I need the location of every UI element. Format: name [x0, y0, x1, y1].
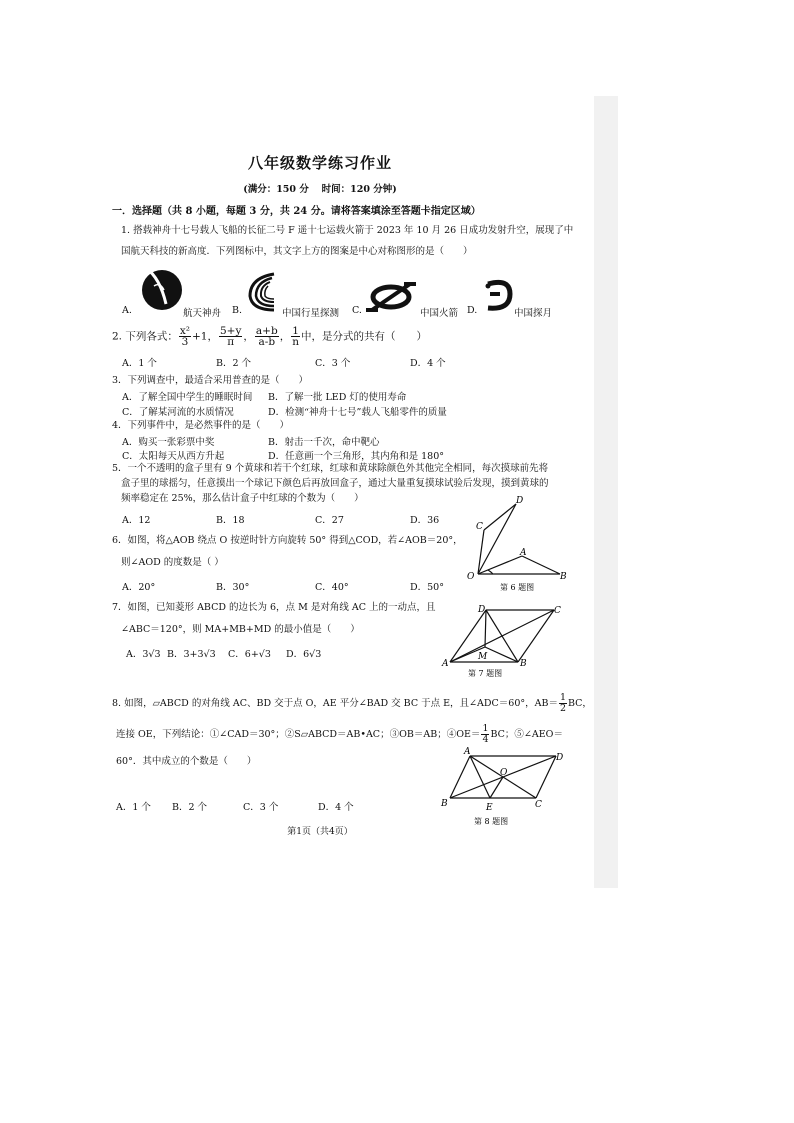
section-heading: 一．选择题（共 8 小题，每题 3 分，共 24 分。请将答案填涂至答题卡指定区域）	[112, 206, 481, 217]
q2-suffix: 中，是分式的共有（ ）	[300, 330, 427, 343]
q8-bc-text: BC，	[568, 698, 592, 709]
page-title: 八年级数学练习作业	[247, 154, 392, 172]
q8-oe-text: OE＝	[456, 729, 481, 740]
q7-label-m: M	[478, 652, 488, 662]
q8-bc2-text: BC；⑤∠AEO＝	[490, 729, 563, 740]
q7-label-d: D	[478, 605, 486, 615]
q2-f2-num: 5+y	[219, 325, 242, 337]
q8-label-c: C	[535, 800, 542, 810]
q6-label-d: D	[516, 496, 524, 506]
q8-label-a: A	[464, 747, 471, 757]
q8-label-b: B	[441, 799, 448, 809]
q1-option-b-label: 中国行星探测	[282, 308, 340, 319]
q5-option-d: D．36	[410, 515, 440, 526]
q4-stem: 4．下列事件中，是必然事件的是（ ）	[112, 420, 290, 431]
q8-line3: 60°．其中成立的个数是（ ）	[116, 756, 257, 767]
q4-option-c: C．太阳每天从西方升起	[122, 451, 225, 462]
shenzhou-logo-icon	[138, 264, 186, 312]
planet-exploration-logo-icon	[244, 270, 284, 314]
q2-fraction-1	[179, 326, 191, 347]
q8-option-b: B．2 个	[172, 802, 208, 813]
rocket-logo-icon	[364, 280, 418, 314]
q3-option-b: B．了解一批 LED 灯的使用寿命	[268, 392, 407, 403]
q1-option-b-letter: B.	[232, 305, 243, 316]
q2-option-c: C．3 个	[315, 358, 351, 369]
q1-option-a-letter: A.	[122, 305, 132, 316]
page-number: 第1页（共4页）	[287, 827, 353, 837]
q7-figure	[440, 600, 566, 680]
q2-prefix: 2. 下列各式：	[112, 330, 178, 343]
q6-caption: 第 6 题图	[500, 583, 535, 592]
q8-line1-text: 8. 如图，▱ABCD 的对角线 AC、BD 交于点 O，AE 平分∠BAD 交 BC 于点 E，且∠ADC＝60°，	[112, 698, 535, 709]
q8-quarter-fraction	[481, 724, 489, 745]
q6-option-d: D．50°	[410, 582, 444, 593]
q6-line2: 则∠AOD 的度数是（ ）	[121, 557, 224, 568]
q8-ab-text: AB＝	[534, 698, 558, 709]
q8-figure	[436, 744, 570, 828]
q2-option-a: A．1 个	[122, 358, 157, 369]
q7-caption: 第 7 题图	[468, 669, 503, 678]
q8-label-e: E	[486, 803, 493, 813]
q8-half-num: 1	[559, 692, 566, 703]
q7-label-b: B	[520, 659, 527, 669]
q3-stem: 3．下列调查中，最适合采用普查的是（ ）	[112, 375, 309, 386]
q6-label-c: C	[476, 522, 483, 532]
q8-label-d: D	[556, 753, 564, 763]
q8-half-den: 2	[559, 703, 566, 714]
q8-option-c: C．3 个	[243, 802, 279, 813]
q8-option-d: D．4 个	[318, 802, 354, 813]
q6-label-o: O	[467, 572, 475, 582]
q4-option-a: A．购买一张彩票中奖	[122, 437, 215, 448]
q2-f4-num: 1	[292, 325, 299, 337]
q4-option-b: B．射击一千次，命中靶心	[268, 437, 380, 448]
q7-option-a: A．3√3	[126, 649, 161, 660]
q3-option-a: A．了解全国中学生的睡眠时间	[122, 392, 253, 403]
q5-option-c: C．27	[315, 515, 344, 526]
q2-f1-tail: +1，	[192, 330, 218, 343]
q7-line2: ∠ABC＝120°，则 MA+MB+MD 的最小值是（ ）	[121, 624, 360, 635]
q6-label-b: B	[560, 572, 567, 582]
q1-option-c-label: 中国火箭	[420, 308, 459, 319]
q1-option-d-letter: D.	[467, 305, 478, 316]
q5-line2: 盒子里的球摇匀，任意摸出一个球记下颜色后再放回盒子，通过大量重复摸球试验后发现，摸到黄球的	[121, 478, 549, 489]
q2-fraction-3	[255, 326, 279, 347]
q1-option-c-letter: C.	[352, 305, 362, 316]
q8-quarter-num: 1	[482, 723, 489, 734]
q5-option-b: B．18	[216, 515, 245, 526]
q6-option-b: B．30°	[216, 582, 250, 593]
lunar-exploration-logo-icon	[480, 276, 516, 314]
q2-f1-num: x²	[179, 325, 190, 337]
q2-option-b: B．2 个	[216, 358, 252, 369]
q5-line3: 频率稳定在 25%，那么估计盒子中红球的个数为（ ）	[121, 493, 364, 504]
q2-f2-den: π	[227, 336, 235, 348]
q2-fraction-2	[219, 326, 242, 347]
q2-f3-num: a+b	[255, 325, 278, 337]
page-subtitle: (满分：150 分 时间：120 分钟)	[243, 184, 397, 195]
q4-option-d: D．任意画一个三角形，其内角和是 180°	[268, 451, 445, 462]
q6-option-c: C．40°	[315, 582, 349, 593]
q7-option-d: D．6√3	[286, 649, 322, 660]
q2-stem	[112, 326, 427, 347]
q2-sep3: ，	[279, 330, 291, 343]
right-margin-bar	[594, 96, 618, 888]
q8-line2	[116, 724, 563, 745]
q8-line2-text: 连接 OE，下列结论：①∠CAD＝30°；②S▱ABCD＝AB•AC；③OB＝AB；④	[116, 729, 457, 740]
q6-line1: 6．如图，将△AOB 绕点 O 按逆时针方向旋转 50° 得到△COD，若∠AOB＝20°，	[112, 535, 463, 546]
q1-line2: 国航天科技的新高度．下列图标中，其文字上方的图案是中心对称图形的是（ ）	[121, 246, 473, 257]
q2-fraction-4	[291, 326, 300, 347]
q3-option-c: C．了解某河流的水质情况	[122, 407, 234, 418]
q8-option-a: A．1 个	[116, 802, 151, 813]
q6-option-a: A．20°	[122, 582, 156, 593]
q1-line1: 1. 搭载神舟十七号载人飞船的长征二号 F 遥十七运载火箭于 2023 年 10 月 26 日成功发射升空，展现了中	[121, 225, 574, 236]
q7-line1: 7．如图，已知菱形 ABCD 的边长为 6，点 M 是对角线 AC 上的一动点，且	[112, 602, 436, 613]
q2-f4-den: n	[292, 336, 299, 348]
q8-label-o: O	[500, 768, 508, 778]
q2-option-d: D．4 个	[410, 358, 446, 369]
q8-half-fraction	[559, 693, 567, 714]
q7-label-a: A	[442, 659, 449, 669]
q1-option-a-label: 航天神舟	[183, 308, 222, 319]
q7-option-b: B．3+3√3	[167, 649, 216, 660]
q8-quarter-den: 4	[482, 734, 489, 745]
q1-option-d-label: 中国探月	[514, 308, 553, 319]
q2-sep2: ，	[243, 330, 254, 343]
q5-line1: 5．一个不透明的盒子里有 9 个黄球和若干个红球，红球和黄球除颜色外其他完全相同，每次摸球前先将	[112, 463, 549, 474]
q2-f3-den: a-b	[258, 336, 276, 348]
q2-f1-den: 3	[181, 336, 189, 348]
q7-option-c: C．6+√3	[228, 649, 271, 660]
q3-option-d: D．检测“神舟十七号”载人飞船零件的质量	[268, 407, 447, 418]
q6-label-a: A	[520, 548, 527, 558]
q5-option-a: A．12	[122, 515, 151, 526]
q6-figure	[464, 494, 574, 596]
q8-caption: 第 8 题图	[474, 817, 509, 826]
q7-label-c: C	[554, 606, 561, 616]
q8-line1	[112, 693, 592, 714]
